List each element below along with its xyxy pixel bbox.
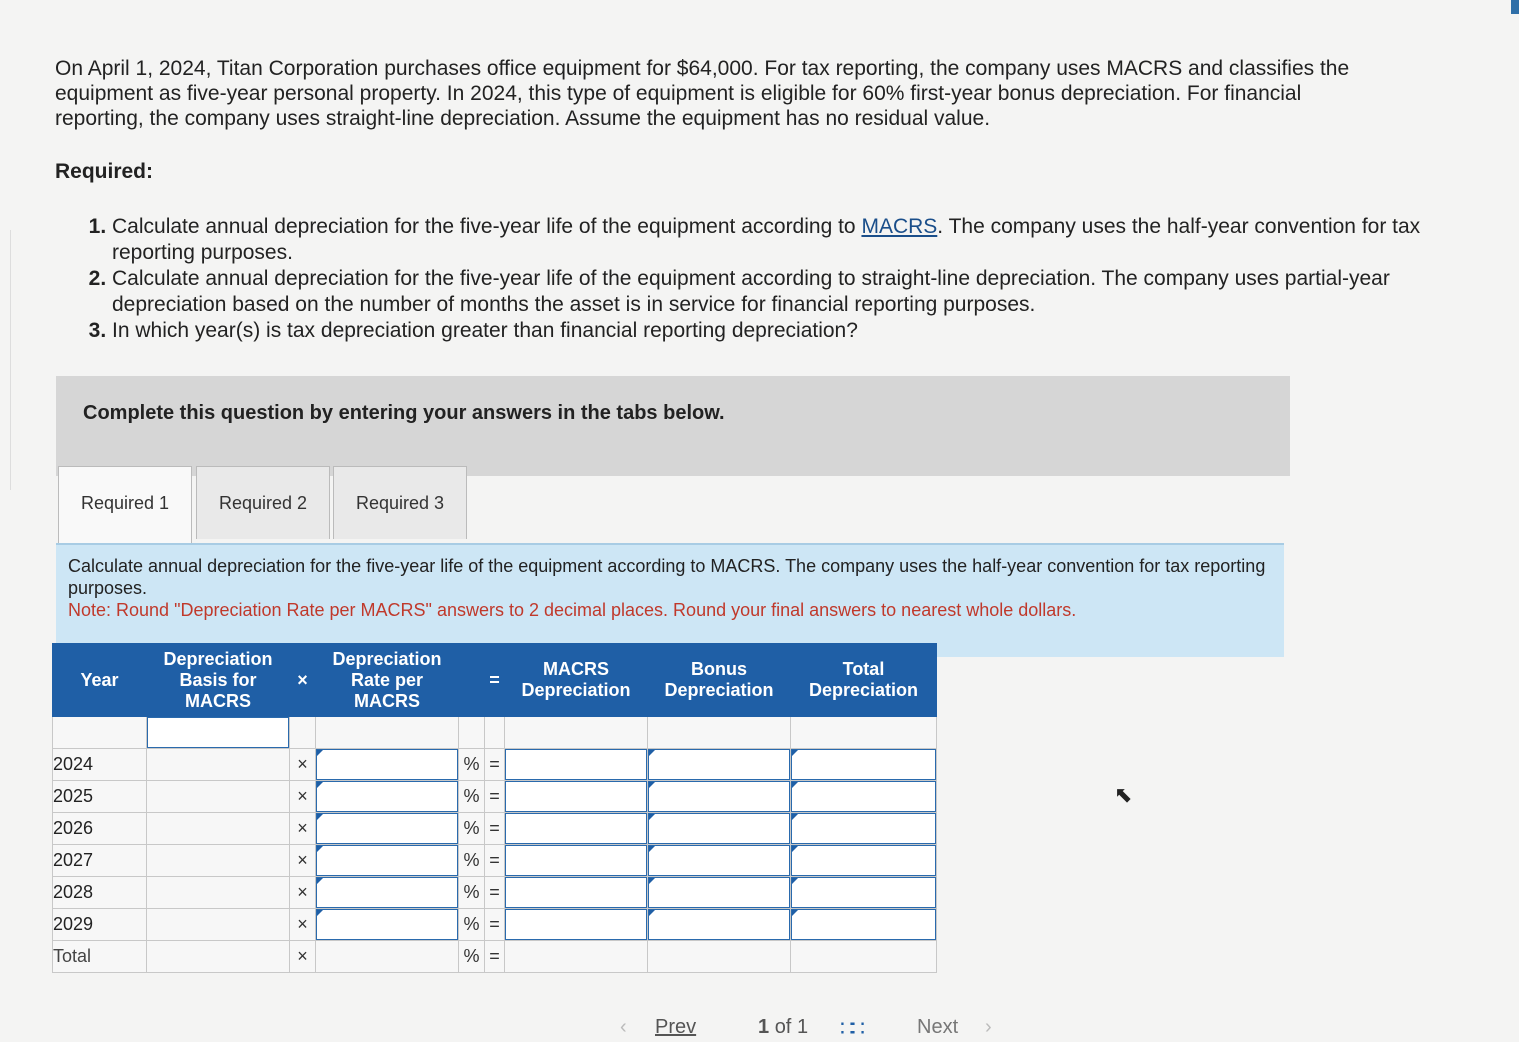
total-input[interactable]: [791, 781, 936, 812]
percent-sign: %: [459, 845, 485, 877]
macrs-cell: [505, 813, 648, 845]
bonus-cell: [648, 845, 791, 877]
macrs-input[interactable]: [505, 877, 647, 908]
basis-cell-empty: [147, 781, 290, 813]
total-cell: [791, 749, 937, 781]
table-row: [53, 781, 937, 813]
rate-input[interactable]: [316, 813, 458, 844]
percent-sign: %: [459, 909, 485, 941]
total-cell: [791, 845, 937, 877]
bonus-input[interactable]: [648, 781, 790, 812]
blank-cell: [485, 717, 505, 749]
total-input[interactable]: [791, 749, 936, 780]
blank-cell: [505, 717, 648, 749]
rounding-note: Note: Round "Depreciation Rate per MACRS" answers to 2 decimal places. Round your final answers to nearest whole dollars.: [68, 600, 1077, 620]
header-rate: Depreciation Rate per MACRS: [316, 644, 459, 717]
macrs-input[interactable]: [505, 813, 647, 844]
rate-input[interactable]: [316, 781, 458, 812]
total-cell: [791, 781, 937, 813]
requirement-1-text-a: Calculate annual depreciation for the five-year life of the equipment according to: [112, 215, 862, 238]
header-blank: [459, 644, 485, 717]
header-year: Year: [53, 644, 147, 717]
bonus-input[interactable]: [648, 749, 790, 780]
tab-required-2[interactable]: Required 2: [196, 466, 330, 539]
equals-sign: =: [485, 909, 505, 941]
instructions-panel: [56, 543, 1284, 657]
year-cell: 2027: [53, 845, 147, 877]
rate-cell: [316, 909, 459, 941]
macrs-input[interactable]: [505, 781, 647, 812]
year-cell: 2028: [53, 877, 147, 909]
bonus-cell: [648, 909, 791, 941]
prev-button[interactable]: Prev: [655, 1016, 697, 1038]
window-edge-accent: [1511, 0, 1519, 14]
rate-cell: [316, 781, 459, 813]
macrs-link[interactable]: MACRS: [861, 215, 938, 238]
total-cell: [791, 909, 937, 941]
mouse-cursor-icon: ⬉: [1114, 782, 1133, 807]
header-macrs: MACRS Depreciation: [505, 644, 648, 717]
year-cell: 2025: [53, 781, 147, 813]
requirement-1-text-b: . The company uses the half-year convention for tax reporting purposes.: [112, 215, 1421, 264]
bonus-cell: [648, 813, 791, 845]
blank-cell: [53, 717, 147, 749]
macrs-cell: [505, 781, 648, 813]
table-row: [53, 909, 937, 941]
complete-question-banner: [56, 376, 1290, 476]
macrs-cell: [505, 845, 648, 877]
percent-sign: %: [459, 941, 485, 973]
tab-required-1[interactable]: Required 1: [58, 466, 192, 543]
equals-sign: =: [485, 941, 505, 973]
page-indicator: [758, 1016, 808, 1039]
requirements-list: [84, 214, 1432, 344]
total-cell: [791, 813, 937, 845]
macrs-input[interactable]: [505, 909, 647, 940]
left-panel-edge: [0, 230, 11, 490]
rate-input[interactable]: [316, 877, 458, 908]
total-total-cell: [791, 941, 937, 973]
times-sign: ×: [290, 941, 316, 973]
rate-cell: [316, 749, 459, 781]
header-times: ×: [290, 644, 316, 717]
equals-sign: =: [485, 813, 505, 845]
total-input[interactable]: [791, 845, 936, 876]
macrs-cell: [505, 749, 648, 781]
bonus-input[interactable]: [648, 845, 790, 876]
requirement-2: 2. Calculate annual depreciation for the five-year life of the equipment according to straight-line depreciation. The company uses partial-year depreciation based on the number of months the asset is in service for financial reporting purposes.: [112, 266, 1432, 318]
bonus-cell: [648, 749, 791, 781]
basis-cell-empty: [147, 749, 290, 781]
rate-input[interactable]: [316, 749, 458, 780]
blank-cell: [459, 717, 485, 749]
macrs-cell: [505, 909, 648, 941]
blank-cell: [791, 717, 937, 749]
basis-cell-empty: [147, 909, 290, 941]
times-sign: ×: [290, 749, 316, 781]
rate-input[interactable]: [316, 909, 458, 940]
required-heading: Required:: [55, 160, 154, 183]
rate-cell: [316, 877, 459, 909]
times-sign: ×: [290, 781, 316, 813]
blank-cell: [290, 717, 316, 749]
table-row: [53, 845, 937, 877]
header-basis: Depreciation Basis for MACRS: [147, 644, 290, 717]
percent-sign: %: [459, 749, 485, 781]
total-input[interactable]: [791, 877, 936, 908]
table-row: [53, 749, 937, 781]
total-label: Total: [53, 941, 147, 973]
equals-sign: =: [485, 781, 505, 813]
bonus-cell: [648, 781, 791, 813]
basis-input[interactable]: [147, 717, 289, 748]
rate-cell: [316, 845, 459, 877]
macrs-cell: [505, 877, 648, 909]
bonus-input[interactable]: [648, 813, 790, 844]
pagination: [620, 1014, 1020, 1041]
chevron-left-icon[interactable]: ‹: [620, 1016, 627, 1038]
bonus-input[interactable]: [648, 909, 790, 940]
blank-cell: [316, 717, 459, 749]
equals-sign: =: [485, 749, 505, 781]
total-row: [53, 941, 937, 973]
header-bonus: Bonus Depreciation: [648, 644, 791, 717]
times-sign: ×: [290, 877, 316, 909]
equals-sign: =: [485, 845, 505, 877]
tab-required-3[interactable]: Required 3: [333, 466, 467, 539]
blank-cell: [648, 717, 791, 749]
grid-icon[interactable]: ∷∷: [840, 1016, 862, 1041]
times-sign: ×: [290, 813, 316, 845]
year-cell: 2029: [53, 909, 147, 941]
next-button[interactable]: Next: [917, 1016, 959, 1038]
complete-question-text: Complete this question by entering your answers in the tabs below.: [83, 402, 725, 424]
times-sign: ×: [290, 845, 316, 877]
instructions-text-block: [68, 555, 1268, 621]
times-sign: ×: [290, 909, 316, 941]
total-input[interactable]: [791, 909, 936, 940]
basis-cell-empty: [147, 877, 290, 909]
rate-input[interactable]: [316, 845, 458, 876]
basis-cell: [147, 717, 290, 749]
page-current: 1: [758, 1016, 770, 1038]
chevron-right-icon[interactable]: ›: [985, 1016, 992, 1038]
requirement-3: 3. In which year(s) is tax depreciation greater than financial reporting depreciation?: [112, 318, 1432, 344]
table-header-row: [53, 644, 937, 717]
basis-input-row: [53, 717, 937, 749]
bonus-input[interactable]: [648, 877, 790, 908]
percent-sign: %: [459, 813, 485, 845]
percent-sign: %: [459, 877, 485, 909]
rate-cell: [316, 813, 459, 845]
page-total: 1: [796, 1016, 809, 1038]
total-input[interactable]: [791, 813, 936, 844]
rate-cell-empty: [316, 941, 459, 973]
requirement-1: [112, 214, 1432, 266]
table-row: [53, 877, 937, 909]
basis-cell-empty: [147, 941, 290, 973]
basis-cell-empty: [147, 845, 290, 877]
problem-intro: On April 1, 2024, Titan Corporation purchases office equipment for $64,000. For tax reporting, the company uses MACRS and classifies the equipment as five-year personal property. In 2024, this type of equipment is eligible for 60% first-year bonus depreciation. For financial reporting, the company uses straight-line depreciation. Assume the equipment has no residual value.: [55, 57, 1350, 130]
percent-sign: %: [459, 781, 485, 813]
macrs-input[interactable]: [505, 845, 647, 876]
macrs-input[interactable]: [505, 749, 647, 780]
macrs-table: [52, 643, 937, 973]
year-cell: 2024: [53, 749, 147, 781]
header-total: Total Depreciation: [791, 644, 937, 717]
basis-cell-empty: [147, 813, 290, 845]
total-cell: [791, 877, 937, 909]
bonus-total-cell: [648, 941, 791, 973]
bonus-cell: [648, 877, 791, 909]
table-row: [53, 813, 937, 845]
header-equals: =: [485, 644, 505, 717]
instructions-text: Calculate annual depreciation for the five-year life of the equipment according to MACRS. The company uses the half-year convention for tax reporting purposes.: [68, 556, 1266, 598]
macrs-total-cell: [505, 941, 648, 973]
equals-sign: =: [485, 877, 505, 909]
page-of: of: [774, 1016, 792, 1038]
year-cell: 2026: [53, 813, 147, 845]
